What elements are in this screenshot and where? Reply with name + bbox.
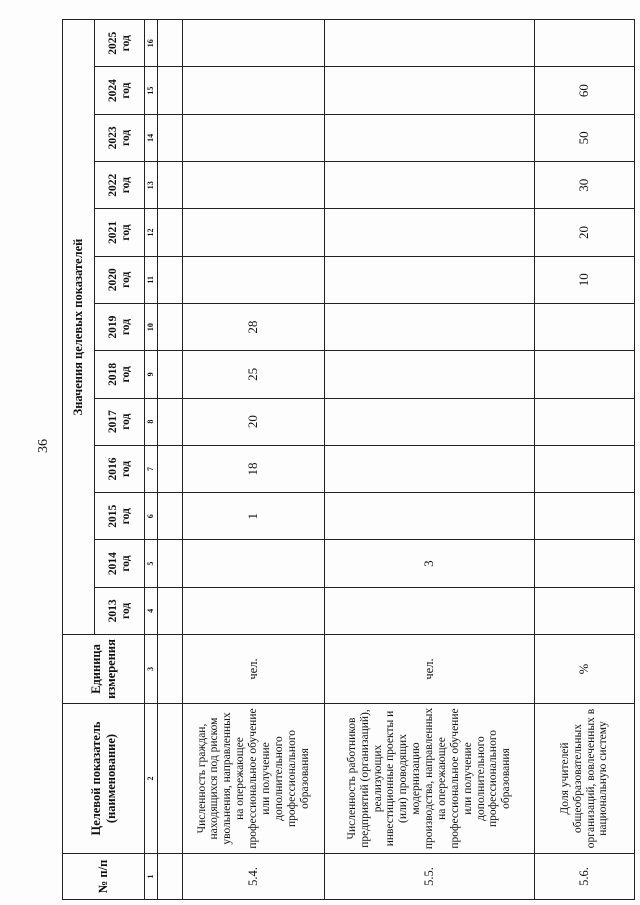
row-number: 5.6.: [535, 854, 635, 900]
value-cell: [325, 303, 535, 350]
indicator-name: Доля учителей общеобразовательных организаций, вовлеченных в национальную систему: [535, 704, 635, 854]
value-cell: [325, 587, 535, 634]
column-index: 8: [145, 398, 158, 445]
value-cell: 18: [183, 445, 325, 492]
year-header: 2019 год: [95, 303, 145, 350]
spacer-row: [158, 20, 183, 900]
page-number: 36: [36, 439, 51, 453]
value-cell: [183, 256, 325, 303]
column-index: 16: [145, 20, 158, 67]
value-cell: [535, 398, 635, 445]
column-index: 12: [145, 209, 158, 256]
year-header: 2024 год: [95, 67, 145, 114]
value-cell: [183, 114, 325, 161]
indicator-name: Численность граждан, находящихся под риском увольнения, направленных на опережающее профессиональное обучение или получение дополнительного профессионального образования: [183, 704, 325, 854]
column-index: 7: [145, 445, 158, 492]
column-index: 5: [145, 540, 158, 587]
year-header: 2013 год: [95, 587, 145, 634]
unit-cell: чел.: [325, 635, 535, 704]
value-cell: 30: [535, 162, 635, 209]
value-cell: [535, 445, 635, 492]
value-cell: 20: [183, 398, 325, 445]
row-number: 5.5.: [325, 854, 535, 900]
year-header: 2023 год: [95, 114, 145, 161]
column-index: 9: [145, 351, 158, 398]
value-cell: [535, 351, 635, 398]
value-cell: [535, 493, 635, 540]
year-header: 2014 год: [95, 540, 145, 587]
value-cell: [535, 303, 635, 350]
unit-cell: %: [535, 635, 635, 704]
value-cell: [325, 114, 535, 161]
year-header: 2017 год: [95, 398, 145, 445]
column-index: 3: [145, 635, 158, 704]
year-header: 2021 год: [95, 209, 145, 256]
rotated-table-container: [62, 20, 634, 900]
year-header: 2022 год: [95, 162, 145, 209]
indicator-name: Численность работников предприятий (организаций), реализующих инвестиционные проекты и (или) проводящих модернизацию производства, направленных на опережающее профессиональное обучение или получение дополнительного профессионального образования: [325, 704, 535, 854]
value-cell: [535, 587, 635, 634]
value-cell: [183, 540, 325, 587]
header-indicator: Целевой показатель (наименование): [63, 704, 145, 854]
value-cell: [325, 445, 535, 492]
header-no: № п/п: [63, 854, 145, 900]
year-header: 2025 год: [95, 20, 145, 67]
value-cell: [325, 493, 535, 540]
value-cell: 25: [183, 351, 325, 398]
value-cell: [535, 540, 635, 587]
column-index: 14: [145, 114, 158, 161]
value-cell: [183, 20, 325, 67]
value-cell: [183, 587, 325, 634]
column-index: 1: [145, 854, 158, 900]
value-cell: [325, 351, 535, 398]
header-unit: Единица измерения: [63, 635, 145, 704]
target-indicators-table: [62, 19, 635, 900]
value-cell: 50: [535, 114, 635, 161]
year-header: 2015 год: [95, 493, 145, 540]
value-cell: [325, 256, 535, 303]
year-header: 2016 год: [95, 445, 145, 492]
column-index: 10: [145, 303, 158, 350]
value-cell: [325, 209, 535, 256]
value-cell: [183, 67, 325, 114]
table-row: [183, 20, 325, 900]
column-index: 6: [145, 493, 158, 540]
year-header: 2018 год: [95, 351, 145, 398]
value-cell: 28: [183, 303, 325, 350]
header-values-group: Значения целевых показателей: [63, 20, 95, 635]
table-row: [325, 20, 535, 900]
value-cell: [183, 162, 325, 209]
value-cell: 20: [535, 209, 635, 256]
value-cell: [325, 67, 535, 114]
value-cell: [325, 398, 535, 445]
column-index: 4: [145, 587, 158, 634]
value-cell: [535, 20, 635, 67]
value-cell: 60: [535, 67, 635, 114]
value-cell: [183, 209, 325, 256]
column-index: 15: [145, 67, 158, 114]
column-index-row: [145, 20, 158, 900]
column-index: 13: [145, 162, 158, 209]
value-cell: 1: [183, 493, 325, 540]
column-index: 2: [145, 704, 158, 854]
value-cell: 10: [535, 256, 635, 303]
row-number: 5.4.: [183, 854, 325, 900]
year-header: 2020 год: [95, 256, 145, 303]
value-cell: 3: [325, 540, 535, 587]
column-index: 11: [145, 256, 158, 303]
value-cell: [325, 20, 535, 67]
unit-cell: чел.: [183, 635, 325, 704]
value-cell: [325, 162, 535, 209]
table-row: [535, 20, 635, 900]
